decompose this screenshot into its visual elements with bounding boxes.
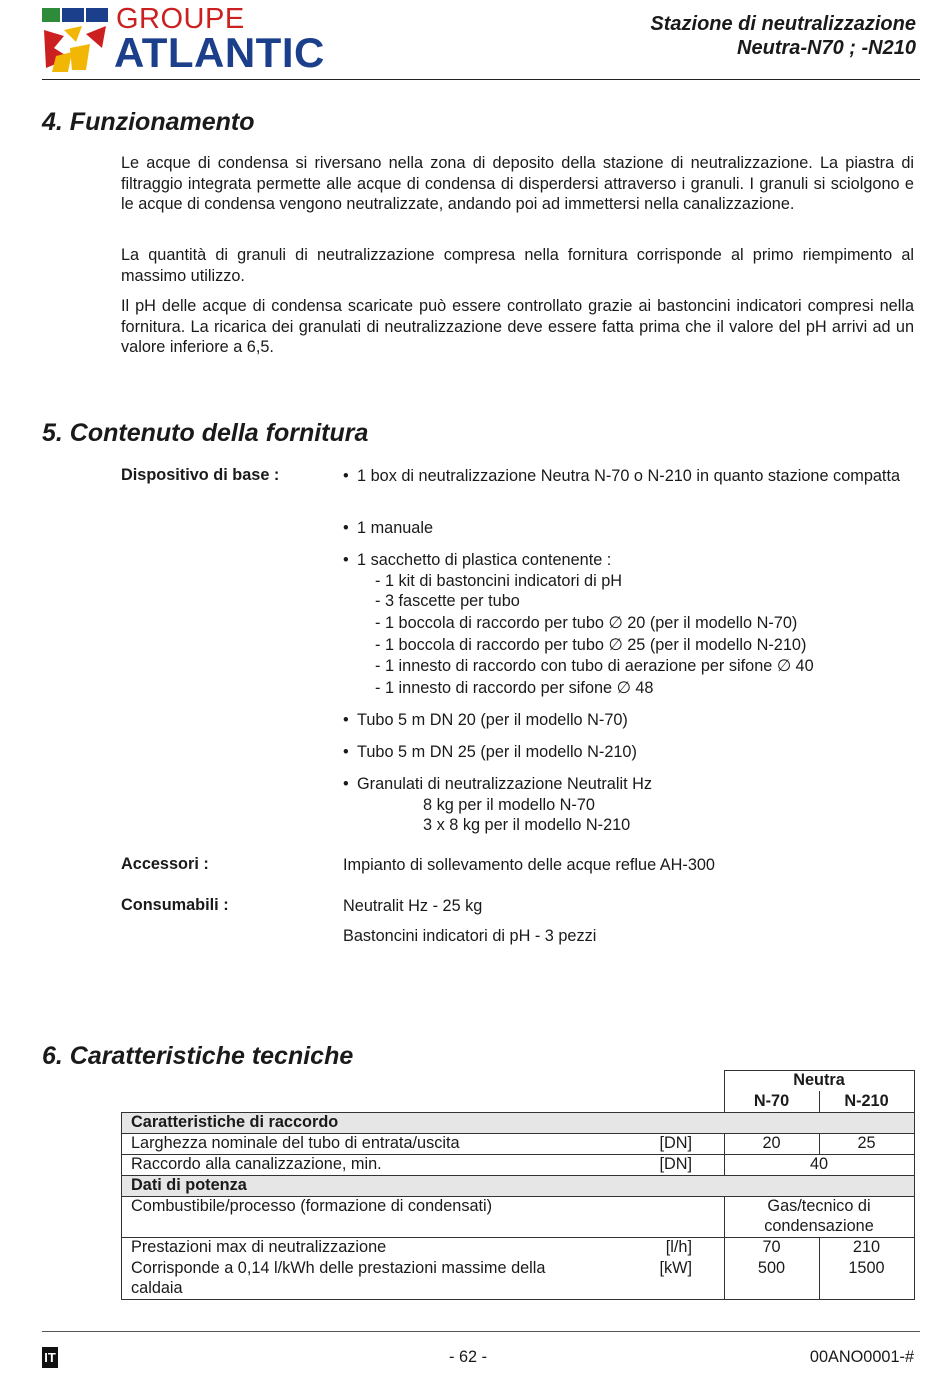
bullet-icon: • bbox=[343, 743, 349, 761]
table-row-unit: [DN] bbox=[659, 1155, 692, 1173]
table-cell-value: 70 bbox=[762, 1238, 781, 1256]
section-4-paragraph: Le acque di condensa si riversano nella zona di deposito della stazione di neutralizzazione. La piastra di filtraggio integrata permette alle acque di condensa di disperdersi attraverso i granuli. I granuli si sciolgono e le acque di condensa vengono neutralizzate, andando poi ad immettersi nella canalizzazione. bbox=[121, 154, 914, 213]
table-group-label: Dati di potenza bbox=[131, 1176, 247, 1194]
consumables-value: Neutralit Hz - 25 kg bbox=[343, 897, 483, 915]
table-row-label: Corrisponde a 0,14 l/kWh delle prestazioni massime della bbox=[131, 1259, 546, 1277]
column-header: N-210 bbox=[844, 1092, 889, 1110]
list-item-text: Tubo 5 m DN 20 (per il modello N-70) bbox=[357, 711, 628, 729]
consumables-label: Consumabili : bbox=[121, 896, 229, 914]
bullet-icon: • bbox=[343, 467, 349, 485]
bag-item: - 1 kit di bastoncini indicatori di pH bbox=[375, 572, 623, 590]
language-badge: IT bbox=[42, 1347, 58, 1368]
table-cell-value: 210 bbox=[852, 1238, 881, 1256]
table-row-unit: [kW] bbox=[659, 1259, 692, 1277]
list-item-text: Tubo 5 m DN 25 (per il modello N-210) bbox=[357, 743, 637, 761]
table-row-label: Raccordo alla canalizzazione, min. bbox=[131, 1155, 382, 1173]
bullet-icon: • bbox=[343, 551, 349, 569]
bag-item: - 3 fascette per tubo bbox=[375, 592, 520, 610]
table-row-label: caldaia bbox=[131, 1279, 183, 1297]
table-row-label: Larghezza nominale del tubo di entrata/uscita bbox=[131, 1134, 460, 1152]
table-cell-value: condensazione bbox=[764, 1217, 874, 1235]
list-item-text: 1 manuale bbox=[357, 519, 434, 537]
table-border bbox=[914, 1070, 915, 1300]
table-row-label: Prestazioni max di neutralizzazione bbox=[131, 1238, 387, 1256]
table-row-label: Combustibile/processo (formazione di condensati) bbox=[131, 1197, 493, 1215]
bullet-icon: • bbox=[343, 519, 349, 537]
logo-atlantic-text: ATLANTIC bbox=[114, 29, 325, 76]
table-cell-value: 500 bbox=[757, 1259, 786, 1277]
accessories-label: Accessori : bbox=[121, 855, 209, 873]
table-row-unit: [DN] bbox=[659, 1134, 692, 1152]
base-device-label: Dispositivo di base : bbox=[121, 466, 280, 484]
table-cell-value: Gas/tecnico di bbox=[767, 1197, 871, 1215]
granulate-line: 3 x 8 kg per il modello N-210 bbox=[423, 816, 631, 834]
table-border bbox=[121, 1112, 122, 1300]
document-code: 00ANO0001-# bbox=[809, 1348, 914, 1366]
page-number: - 62 - bbox=[449, 1348, 488, 1366]
document-title-line2: Neutra-N70 ; -N210 bbox=[737, 37, 916, 59]
section-4-heading: 4. Funzionamento bbox=[42, 108, 255, 136]
bag-item: - 1 innesto di raccordo con tubo di aerazione per sifone ∅ 40 bbox=[375, 657, 814, 675]
document-title-line1: Stazione di neutralizzazione bbox=[650, 13, 916, 35]
table-group-label: Caratteristiche di raccordo bbox=[131, 1113, 339, 1131]
accessories-value: Impianto di sollevamento delle acque reflue AH-300 bbox=[343, 856, 715, 874]
section-4-paragraph: Il pH delle acque di condensa scaricate può essere controllato grazie ai bastoncini indicatori compresi nella fornitura. La ricarica dei granulati di neutralizzazione deve essere fatta prima che il valore del pH arrivi ad un valore inferiore a 6,5. bbox=[121, 297, 914, 356]
granulate-line: 8 kg per il modello N-70 bbox=[423, 796, 595, 814]
table-cell-value: 20 bbox=[762, 1134, 781, 1152]
bag-item: - 1 boccola di raccordo per tubo ∅ 25 (per il modello N-210) bbox=[375, 636, 807, 654]
bag-item: - 1 innesto di raccordo per sifone ∅ 48 bbox=[375, 679, 654, 697]
logo-groupe-text: GROUPE bbox=[116, 3, 245, 35]
table-cell-value: 40 bbox=[809, 1155, 829, 1173]
bag-item: - 1 boccola di raccordo per tubo ∅ 20 (per il modello N-70) bbox=[375, 614, 798, 632]
table-border bbox=[121, 1299, 914, 1300]
table-cell-value: 25 bbox=[857, 1134, 876, 1152]
section-5-heading: 5. Contenuto della fornitura bbox=[42, 419, 369, 447]
column-header: N-70 bbox=[753, 1092, 790, 1110]
table-group-header: Neutra bbox=[793, 1071, 845, 1089]
table-cell-value: 1500 bbox=[848, 1259, 885, 1277]
list-item-text: 1 box di neutralizzazione Neutra N-70 o N-210 in quanto stazione compatta bbox=[357, 467, 901, 485]
table-row-unit: [l/h] bbox=[665, 1238, 692, 1256]
section-4-paragraph: La quantità di granuli di neutralizzazione compresa nella fornitura corrisponde al primo riempimento al massimo utilizzo. bbox=[121, 246, 914, 285]
bullet-icon: • bbox=[343, 775, 349, 793]
footer-divider bbox=[42, 1331, 920, 1332]
list-item-text: Granulati di neutralizzazione Neutralit Hz bbox=[357, 775, 653, 793]
list-item-text: 1 sacchetto di plastica contenente : bbox=[357, 551, 612, 569]
consumables-value: Bastoncini indicatori di pH - 3 pezzi bbox=[343, 927, 597, 945]
section-6-heading: 6. Caratteristiche tecniche bbox=[42, 1042, 354, 1070]
bullet-icon: • bbox=[343, 711, 349, 729]
